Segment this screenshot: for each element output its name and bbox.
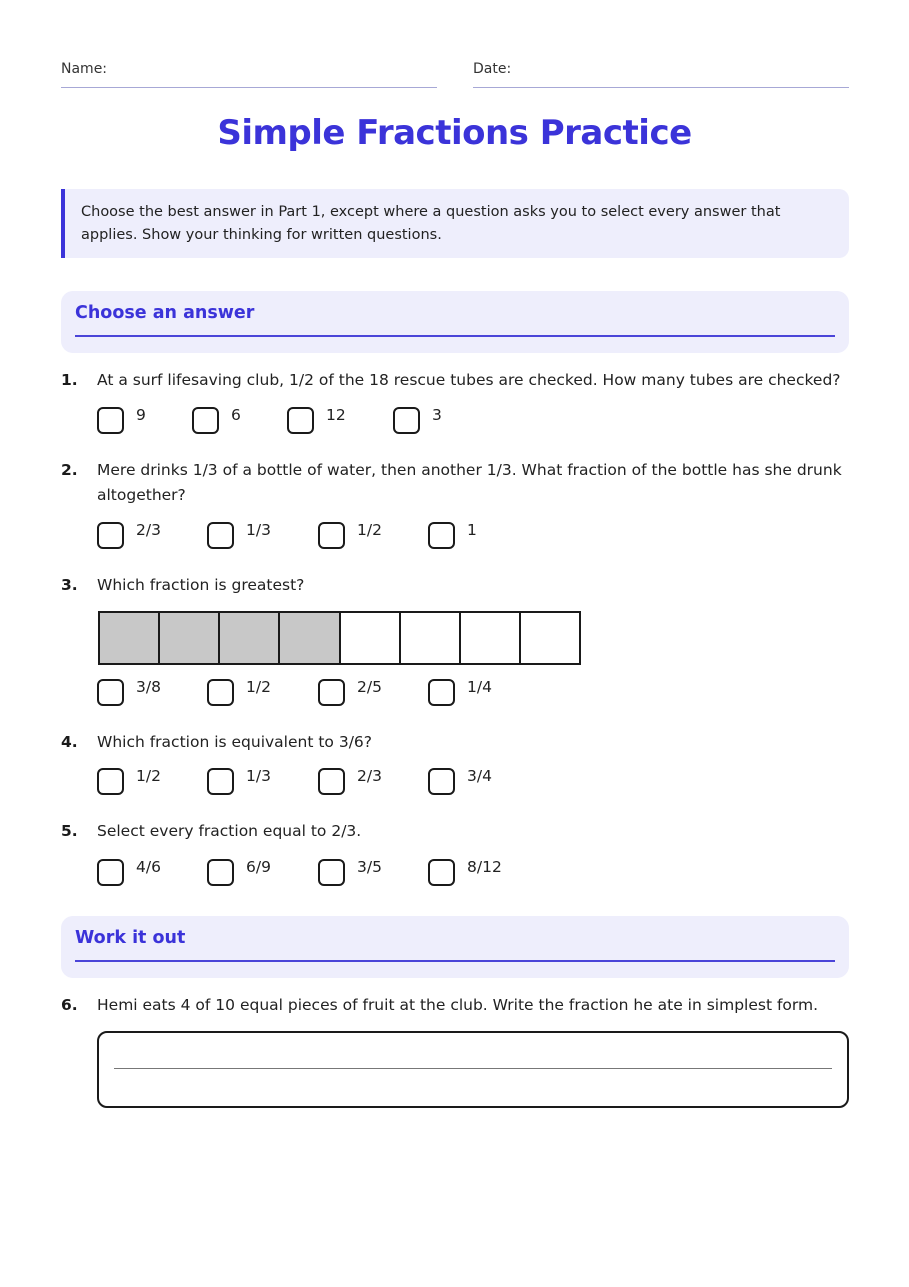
option-label: 1 xyxy=(467,521,477,539)
checkbox[interactable] xyxy=(428,522,455,549)
instructions-text: Choose the best answer in Part 1, except where a question asks you to select every answer that applies. Show your thinking for written questions. xyxy=(81,204,781,243)
checkbox[interactable] xyxy=(318,768,345,795)
section-title: Work it out xyxy=(75,928,186,948)
question-text: Which fraction is equivalent to 3/6? xyxy=(97,733,373,751)
question-text: Select every fraction equal to 2/3. xyxy=(97,822,362,840)
checkbox[interactable] xyxy=(97,679,124,706)
option-label: 3/4 xyxy=(467,767,492,785)
section-divider xyxy=(75,335,835,337)
option-label: 1/4 xyxy=(467,678,492,696)
checkbox[interactable] xyxy=(97,768,124,795)
checkbox[interactable] xyxy=(97,407,124,434)
option-label: 1/2 xyxy=(246,678,271,696)
unshaded-part xyxy=(461,613,521,663)
question-text: At a surf lifesaving club, 1/2 of the 18 rescue tubes are checked. How many tubes are checked? xyxy=(97,371,841,389)
checkbox[interactable] xyxy=(318,859,345,886)
unshaded-part xyxy=(401,613,461,663)
written-answer-box[interactable] xyxy=(97,1031,849,1108)
unshaded-part xyxy=(521,613,579,663)
instructions-panel xyxy=(61,189,849,258)
question-text: Hemi eats 4 of 10 equal pieces of fruit at the club. Write the fraction he ate in simplest form. xyxy=(97,996,819,1014)
question-text: Which fraction is greatest? xyxy=(97,576,305,594)
checkbox[interactable] xyxy=(207,522,234,549)
question-number: 2. xyxy=(61,461,78,479)
checkbox[interactable] xyxy=(393,407,420,434)
option-label: 4/6 xyxy=(136,858,161,876)
option-label: 3/8 xyxy=(136,678,161,696)
fraction-bar-model xyxy=(98,611,581,665)
option-label: 8/12 xyxy=(467,858,502,876)
option-label: 1/2 xyxy=(136,767,161,785)
option-label: 12 xyxy=(326,406,346,424)
section-title: Choose an answer xyxy=(75,303,255,323)
shaded-part xyxy=(280,613,340,663)
checkbox[interactable] xyxy=(287,407,314,434)
option-label: 9 xyxy=(136,406,146,424)
section-work-it-out xyxy=(61,916,849,978)
checkbox[interactable] xyxy=(428,859,455,886)
option-label: 1/2 xyxy=(357,521,382,539)
page-title: Simple Fractions Practice xyxy=(217,113,692,153)
question-number: 3. xyxy=(61,576,78,594)
checkbox[interactable] xyxy=(428,679,455,706)
option-label: 2/5 xyxy=(357,678,382,696)
question-number: 4. xyxy=(61,733,78,751)
shaded-part xyxy=(220,613,280,663)
option-label: 2/3 xyxy=(136,521,161,539)
checkbox[interactable] xyxy=(97,859,124,886)
question-number: 6. xyxy=(61,996,78,1014)
checkbox[interactable] xyxy=(207,859,234,886)
checkbox[interactable] xyxy=(318,522,345,549)
checkbox[interactable] xyxy=(428,768,455,795)
answer-line xyxy=(114,1068,832,1069)
date-label: Date: xyxy=(473,61,512,77)
option-label: 3 xyxy=(432,406,442,424)
shaded-part xyxy=(100,613,160,663)
unshaded-part xyxy=(341,613,401,663)
option-label: 1/3 xyxy=(246,521,271,539)
checkbox[interactable] xyxy=(97,522,124,549)
option-label: 3/5 xyxy=(357,858,382,876)
date-field[interactable] xyxy=(473,87,849,88)
shaded-part xyxy=(160,613,220,663)
option-label: 6 xyxy=(231,406,241,424)
section-divider xyxy=(75,960,835,962)
question-number: 5. xyxy=(61,822,78,840)
question-text: Mere drinks 1/3 of a bottle of water, then another 1/3. What fraction of the bottle has she drunk altogether? xyxy=(97,461,842,504)
option-label: 6/9 xyxy=(246,858,271,876)
checkbox[interactable] xyxy=(318,679,345,706)
option-label: 2/3 xyxy=(357,767,382,785)
question-number: 1. xyxy=(61,371,78,389)
section-choose-answer xyxy=(61,291,849,353)
checkbox[interactable] xyxy=(207,679,234,706)
checkbox[interactable] xyxy=(207,768,234,795)
name-field[interactable] xyxy=(61,87,437,88)
option-label: 1/3 xyxy=(246,767,271,785)
checkbox[interactable] xyxy=(192,407,219,434)
name-label: Name: xyxy=(61,61,108,77)
